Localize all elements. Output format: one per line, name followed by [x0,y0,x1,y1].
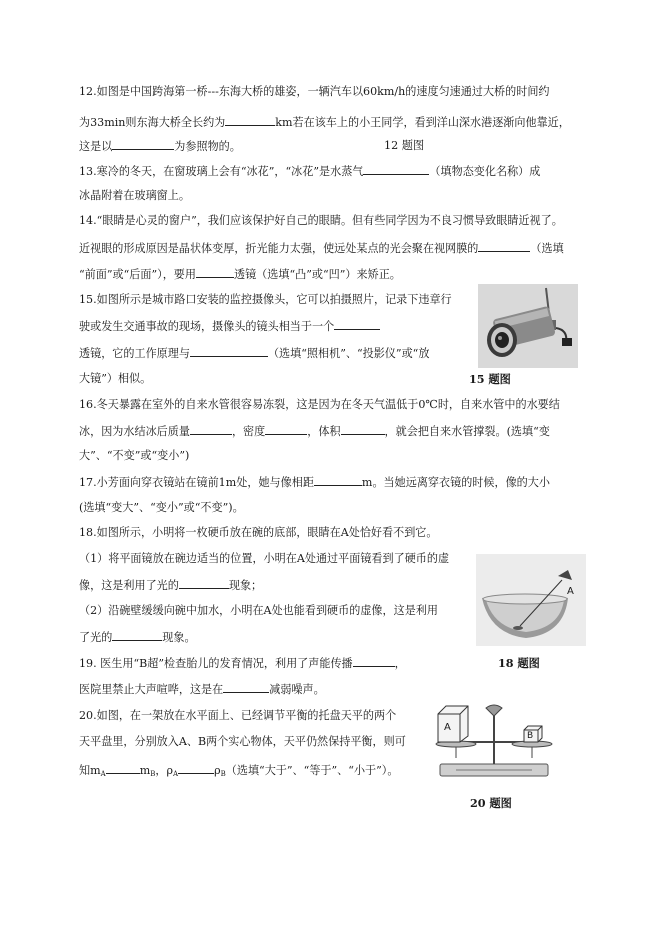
q20-line-3 [79,762,398,778]
q16-text: ，密度 [231,425,266,438]
q14-blank-lens[interactable] [196,266,234,278]
q12-line-1: 12.如图是中国跨海第一桥---东海大桥的雄姿，一辆汽车以60km/h的速度匀速通过大桥的时间约 [79,85,550,98]
q20-text: 知m [79,764,101,777]
balance-scale-figure [426,702,560,782]
q18-line-3 [79,577,262,593]
q14-line-2 [79,240,564,256]
q16-line-3: 大”、“不变”或“变小”) [79,449,190,462]
q14-text: （选填 [530,242,564,255]
q15-text: 透镜，它的工作原理与 [79,347,190,360]
q18-caption: 18 题图 [498,656,540,670]
q16-blank-volume[interactable] [341,423,385,435]
q19-text: ， [394,657,406,670]
q15-line-1: 15.如图所示是城市路口安装的监控摄像头，它可以拍摄照片，记录下违章行 [79,293,452,306]
q20-caption: 20 题图 [470,796,512,810]
q16-text: ，就会把自来水管撑裂。(选填“变 [384,425,550,438]
q15-blank-lens-type[interactable] [334,318,380,330]
q20-text: ，ρ [155,764,173,777]
q20-subscript: A [173,770,179,778]
q18-line-2: （1）将平面镜放在碗边适当的位置，小明在A处通过平面镜看到了硬币的虚 [79,552,450,565]
object-a-label: A [444,722,451,733]
q19-text: 19. 医生用“B超”检查胎儿的发育情况，利用了声能传播 [79,657,353,670]
q12-line-2 [79,114,570,130]
q19-blank-noise[interactable] [223,681,269,693]
q20-blank-mass-compare[interactable] [106,762,140,774]
q16-text: ，体积 [307,425,341,438]
q18-line-1: 18.如图所示，小明将一枚硬币放在碗的底部，眼睛在A处恰好看不到它。 [79,526,438,539]
q20-text: ρ [214,764,221,777]
q18-text: 现象； [228,579,263,592]
q17-line-2: (选填“变大”、“变小”或“不变”)。 [79,501,244,514]
q13-line-1 [79,163,540,179]
q18-line-4: （2）沿碗壁缓缓向碗中加水，小明在A处也能看到硬币的虚像，这是利用 [79,604,438,617]
q19-line-2 [79,681,325,697]
q17-line-1 [79,474,550,490]
q12-text: km若在该车上的小王同学，看到洋山深水港逐渐向他靠近， [275,116,570,129]
q20-subscript: A [100,770,106,778]
q14-line-1: 14.“眼睛是心灵的窗户”，我们应该保护好自己的眼睛。但有些同学因为不良习惯导致眼睛近视了。 [79,214,563,227]
q16-line-1: 16.冬天暴露在室外的自来水管很容易冻裂，这是因为在冬天气温低于0℃时，自来水管中的水要结 [79,398,560,411]
q18-text: 像，这是利用了光的 [79,579,179,592]
q20-subscript: B [220,770,226,778]
bowl-coin-drawing [476,554,586,646]
q17-text: m。当她远离穿衣镜的时候，像的大小 [361,476,550,489]
q20-blank-density-compare[interactable] [178,762,214,774]
q12-text: 为参照物的。 [174,140,241,153]
q17-blank-distance[interactable] [314,474,362,486]
q20-subscript: B [150,770,156,778]
q15-line-2 [79,318,380,334]
q18-line-5 [79,629,196,645]
q12-caption: 12 题图 [384,139,425,152]
q18-blank-refraction[interactable] [112,629,162,641]
q12-line-3 [79,138,241,154]
surveillance-camera-figure [478,284,578,368]
q18-text: 了光的 [79,631,113,644]
q12-text: 为33min则东海大桥全长约为 [79,116,226,129]
q20-line-1: 20.如图，在一架放在水平面上、已经调节平衡的托盘天平的两个 [79,709,397,722]
q12-text: 这是以 [79,140,113,153]
q15-text: 驶或发生交通事故的现场，摄像头的镜头相当于一个 [79,320,335,333]
q13-text: 13.寒冷的冬天，在窗玻璃上会有“冰花”，“冰花”是水蒸气 [79,165,364,178]
q16-text: 冰，因为水结冰后质量 [79,425,190,438]
q15-line-3 [79,345,429,361]
q19-text: 减弱噪声。 [269,683,325,696]
q16-line-2 [79,423,550,439]
q15-text: （选填“照相机”、“投影仪”或“放 [267,347,430,360]
q13-line-2: 冰晶附着在玻璃窗上。 [79,189,190,202]
q14-text: 透镜（选填“凸”或“凹”）来矫正。 [233,268,401,281]
q13-text: （填物态变化名称）成 [429,165,541,178]
q18-blank-reflection[interactable] [179,577,229,589]
balance-scale-drawing [426,702,560,782]
q16-blank-mass[interactable] [190,423,232,435]
q14-text: 近视眼的形成原因是晶状体变厚，折光能力太强，使远处某点的光会聚在视网膜的 [79,242,479,255]
point-a-label: A [567,586,574,597]
q20-text: （选填“大于”、“等于”、“小于”）。 [225,764,399,777]
q15-caption: 15 题图 [469,372,511,386]
bowl-coin-figure [476,554,586,646]
q14-blank-position[interactable] [478,240,530,252]
q15-line-4: 大镜”）相似。 [79,372,152,385]
q19-line-1 [79,655,406,671]
q20-text: m [139,764,151,777]
q19-text: 医院里禁止大声喧哗，这是在 [79,683,224,696]
q15-blank-principle[interactable] [190,345,268,357]
q13-blank-state-change[interactable] [363,163,429,175]
q12-blank-length[interactable] [225,114,275,126]
q20-line-2: 天平盘里，分别放入A、B两个实心物体，天平仍然保持平衡，则可 [79,735,406,748]
q17-text: 17.小芳面向穿衣镜站在镜前1m处，她与像相距 [79,476,314,489]
q19-blank-energy[interactable] [353,655,395,667]
q18-text: 现象。 [162,631,196,644]
q12-blank-reference[interactable] [112,138,174,150]
q14-line-3 [79,266,401,282]
object-b-label: B [527,731,534,741]
q16-blank-density[interactable] [265,423,307,435]
q14-text: “前面”或“后面”），要用 [79,268,196,281]
